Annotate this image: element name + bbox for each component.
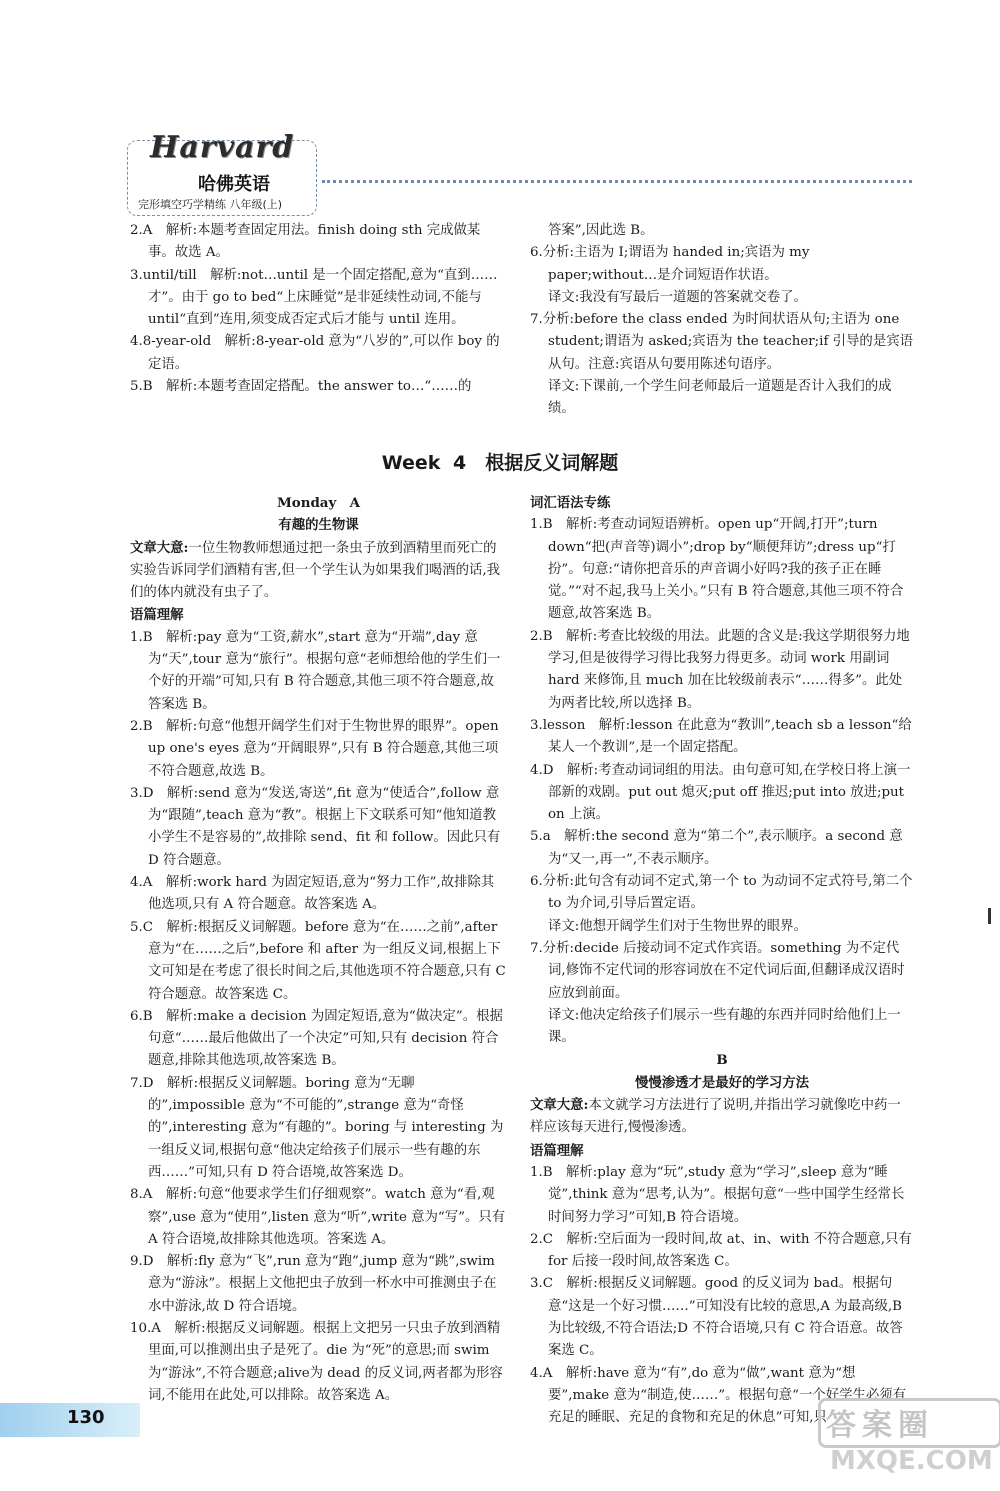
article-summary: 文章大意:一位生物教师想通过把一条虫子放到酒精里而死亡的实验告诉同学们酒精有害,但一个学生认为如果我们喝酒的话,我们的体内就没有虫子了。 [130,539,501,601]
week-title: Week 4 根据反义词解题 [381,452,619,474]
answer-item-6: 6.分析:此句含有动词不定式,第一个 to 为动词不定式符号,第二个 to 为介词,引导后置定语。 [530,874,913,912]
answer-item-8: 7.分析:decide 后接动词不定式作宾语。something 为不定代词,修饰不定代词的形容词放在不定代词后面,但翻译成汉语时应放到前面。 [530,940,905,1001]
answer-item-4: 4.A 解析:have 意为“有”,do 意为“做”,want 意为“想要”,make 意为“制造,使……”。根据句意“一个好学生必须有充足的睡眠、充足的食物和充足的休息”可知,只 [530,1365,907,1426]
article-title: 有趣的生物课 [278,517,359,534]
answer-item-7: 7.D 解析:根据反义词解题。boring 意为“无聊的”,impossible 意为“不可能的”,strange 意为“奇怪的”,interesting 意为“有趣的”。boring 与 interesting 为一组反义词,根据句意“他决定给孩子们展示一些有趣的东西……”可知,只有 D 符合语境,故答案选 D。 [130,1075,504,1180]
vocab-section-label: 词汇语法专练 [530,495,611,511]
section-heading-monday-a: Monday A [276,495,361,511]
answer-item-5: 5.C 解析:根据反义词解题。before 意为“在……之前”,after 意为“在……之后”,before 和 after 为一组反义词,根据上下文可知是在考虑了很长时间之后,其他选项不符合题意,只有 C 符合题意。故答案选 C。 [130,919,506,1002]
answer-item-3: 3.C 解析:根据反义词解题。good 的反义词为 bad。根据句意“这是一个好习惯……”可知没有比较的意思,A 为最高级,B 为比较级,不符合语法;D 不符合语境,只有 C 符合语意。故答案选 C。 [530,1276,903,1359]
answer-item-1: 1.B 解析:考查动词短语辨析。open up“开阔,打开”;turn down“把(声音等)调小”;drop by“顺便拜访”;dress up“打扮”。句意:“请你把音乐的声音调小好吗?我的孩子正在睡觉。”“对不起,我马上关小。”只有 B 符合题意,其他三项不符合题意,故答案选 B。 [530,517,904,622]
answer-item-2: 2.B 解析:句意“他想开阔学生们对于生物世界的眼界”。open up one's eyes 意为“开阔眼界”,只有 B 符合题意,其他三项不符合题意,故选 B。 [130,718,499,779]
answer-item-1: 1.B 解析:pay 意为“工资,薪水”,start 意为“开端”,day 意为“天”,tour 意为“旅行”。根据句意“老师想给他的学生们一个好的开端”可知,只有 B 符合题意,其他三项不符合题意,故答案选 B。 [130,629,501,712]
answer-item-3: 4.8-year-old 解析:8-year-old 意为“八岁的”,可以作 boy 的定语。 [130,334,500,372]
answer-item-1: 1.B 解析:play 意为“玩”,study 意为“学习”,sleep 意为“睡觉”,think 意为“思考,认为”。根据句意“一些中国学生经常长时间努力学习”可知,B 符合语境。 [530,1164,905,1225]
answer-item-3: 3.lesson 解析:lesson 在此意为“教训”,teach sb a lesson“给某人一个教训”,是一个固定搭配。 [530,717,912,756]
answer-item-4: 5.B 解析:本题考查固定搭配。the answer to…“……的 [130,379,472,395]
margin-mark [988,908,991,924]
answer-item-3: 译文:我没有写最后一道题的答案就交卷了。 [548,289,807,305]
answer-item-5: 5.a 解析:the second 意为“第二个”,表示顺序。a second 意为“又一,再一”,不表示顺序。 [530,829,903,867]
answer-item-7: 译文:他想开阔学生们对于生物世界的眼界。 [548,918,807,934]
logo-chinese-title: 哈佛英语 [198,174,270,195]
page-number: 130 [67,1407,105,1428]
section-label-b: 语篇理解 [530,1142,584,1159]
answer-item-2: 2.C 解析:空后面为一段时间,故 at、in、with 不符合题意,只有 for 后接一段时间,故答案选 C。 [530,1231,912,1270]
article-summary-b: 文章大意:本文就学习方法进行了说明,并指出学习就像吃中药一样应该每天进行,慢慢渗透。 [530,1097,901,1136]
watermark-url: MXQE.COM [830,1446,993,1476]
answer-item-4: 7.分析:before the class ended 为时间状语从句;主语为 one student;谓语为 asked;宾语为 the teacher;if 引导的是宾语从句。注意:宾语从句要用陈述句语序。 [530,312,913,372]
left-column [130,492,507,1407]
answer-item-2: 6.分析:主语为 I;谓语为 handed in;宾语为 my paper;without…是介词短语作状语。 [530,245,810,283]
top-right-column [530,220,914,421]
answer-item-2: 3.until/till 解析:not…until 是一个固定搭配,意为“直到……才”。由于 go to bed“上床睡觉”是非延续性动词,不能与 until“直到”连用,须变成否定式后才能与 until 连用。 [130,267,498,328]
header-dotted-rule [322,180,912,187]
article-title-b: 慢慢渗透才是最好的学习方法 [634,1074,810,1091]
answer-item-9: 9.D 解析:fly 意为“飞”,run 意为“跑”,jump 意为“跳”,swim 意为“游泳”。根据上文他把虫子放到一杯水中可推测虫子在水中游泳,故 D 符合语境。 [130,1254,497,1314]
section-label: 语篇理解 [130,607,184,624]
answer-item-5: 译文:下课前,一个学生问老师最后一道题是否计入我们的成绩。 [548,379,892,417]
watermark-text: 答案圈 [826,1408,934,1443]
right-column [530,492,914,1429]
section-heading-b: B [716,1052,728,1069]
answer-item-6: 6.B 解析:make a decision 为固定短语,意为“做决定”。根据句意“……最后他做出了一个决定”可知,只有 decision 符合题意,排除其他选项,故答案选 B。 [130,1008,503,1069]
answer-item-2: 2.B 解析:考查比较级的用法。此题的含义是:我这学期很努力地学习,但是彼得学习得比我努力得更多。动词 work 用副词 hard 来修饰,且 much 加在比较级前表示“……得多”。此处为两者比较,所以选择 B。 [530,628,910,711]
logo-harvard: Harvard [150,130,295,165]
top-left-column [130,220,507,398]
answer-item-9: 译文:他决定给孩子们展示一些有趣的东西并同时给他们上一课。 [548,1007,901,1046]
answer-item-4: 4.A 解析:work hard 为固定短语,意为“努力工作”,故排除其他选项,只有 A 符合题意。故答案选 A。 [130,875,495,913]
answer-item-1: 答案”,因此选 B。 [548,223,654,238]
answer-item-8: 8.A 解析:句意“他要求学生们仔细观察”。watch 意为“看,观察”,use 意为“使用”,listen 意为“听”,write 意为“写”。只有 A 符合语境,故排除其他选项。答案选 A。 [130,1187,506,1247]
answer-item-4: 4.D 解析:考查动词词组的用法。由句意可知,在学校日将上演一部新的戏剧。put out 熄灭;put off 推迟;put into 放进;put on 上演。 [530,762,911,823]
answer-item-3: 3.D 解析:send 意为“发送,寄送”,fit 意为“使适合”,follow 意为“跟随”,teach 意为“教”。根据上下文联系可知“他知道教小学生不是容易的”,故排除 send、fit 和 follow。因此只有 D 符合题意。 [130,785,501,868]
answer-item-1: 2.A 解析:本题考查固定用法。finish doing sth 完成做某事。故选 A。 [130,223,481,261]
answer-item-10: 10.A 解析:根据反义词解题。根据上文把另一只虫子放到酒精里面,可以推测出虫子是死了。die 为“死”的意思;而 swim 为“游泳”,不符合题意;alive为 dead 的反义词,两者都为形容词,不能用在此处,可以排除。故答案选 A。 [130,1320,503,1403]
book-subtitle: 完形填空巧学精练 八年级(上) [138,198,283,211]
